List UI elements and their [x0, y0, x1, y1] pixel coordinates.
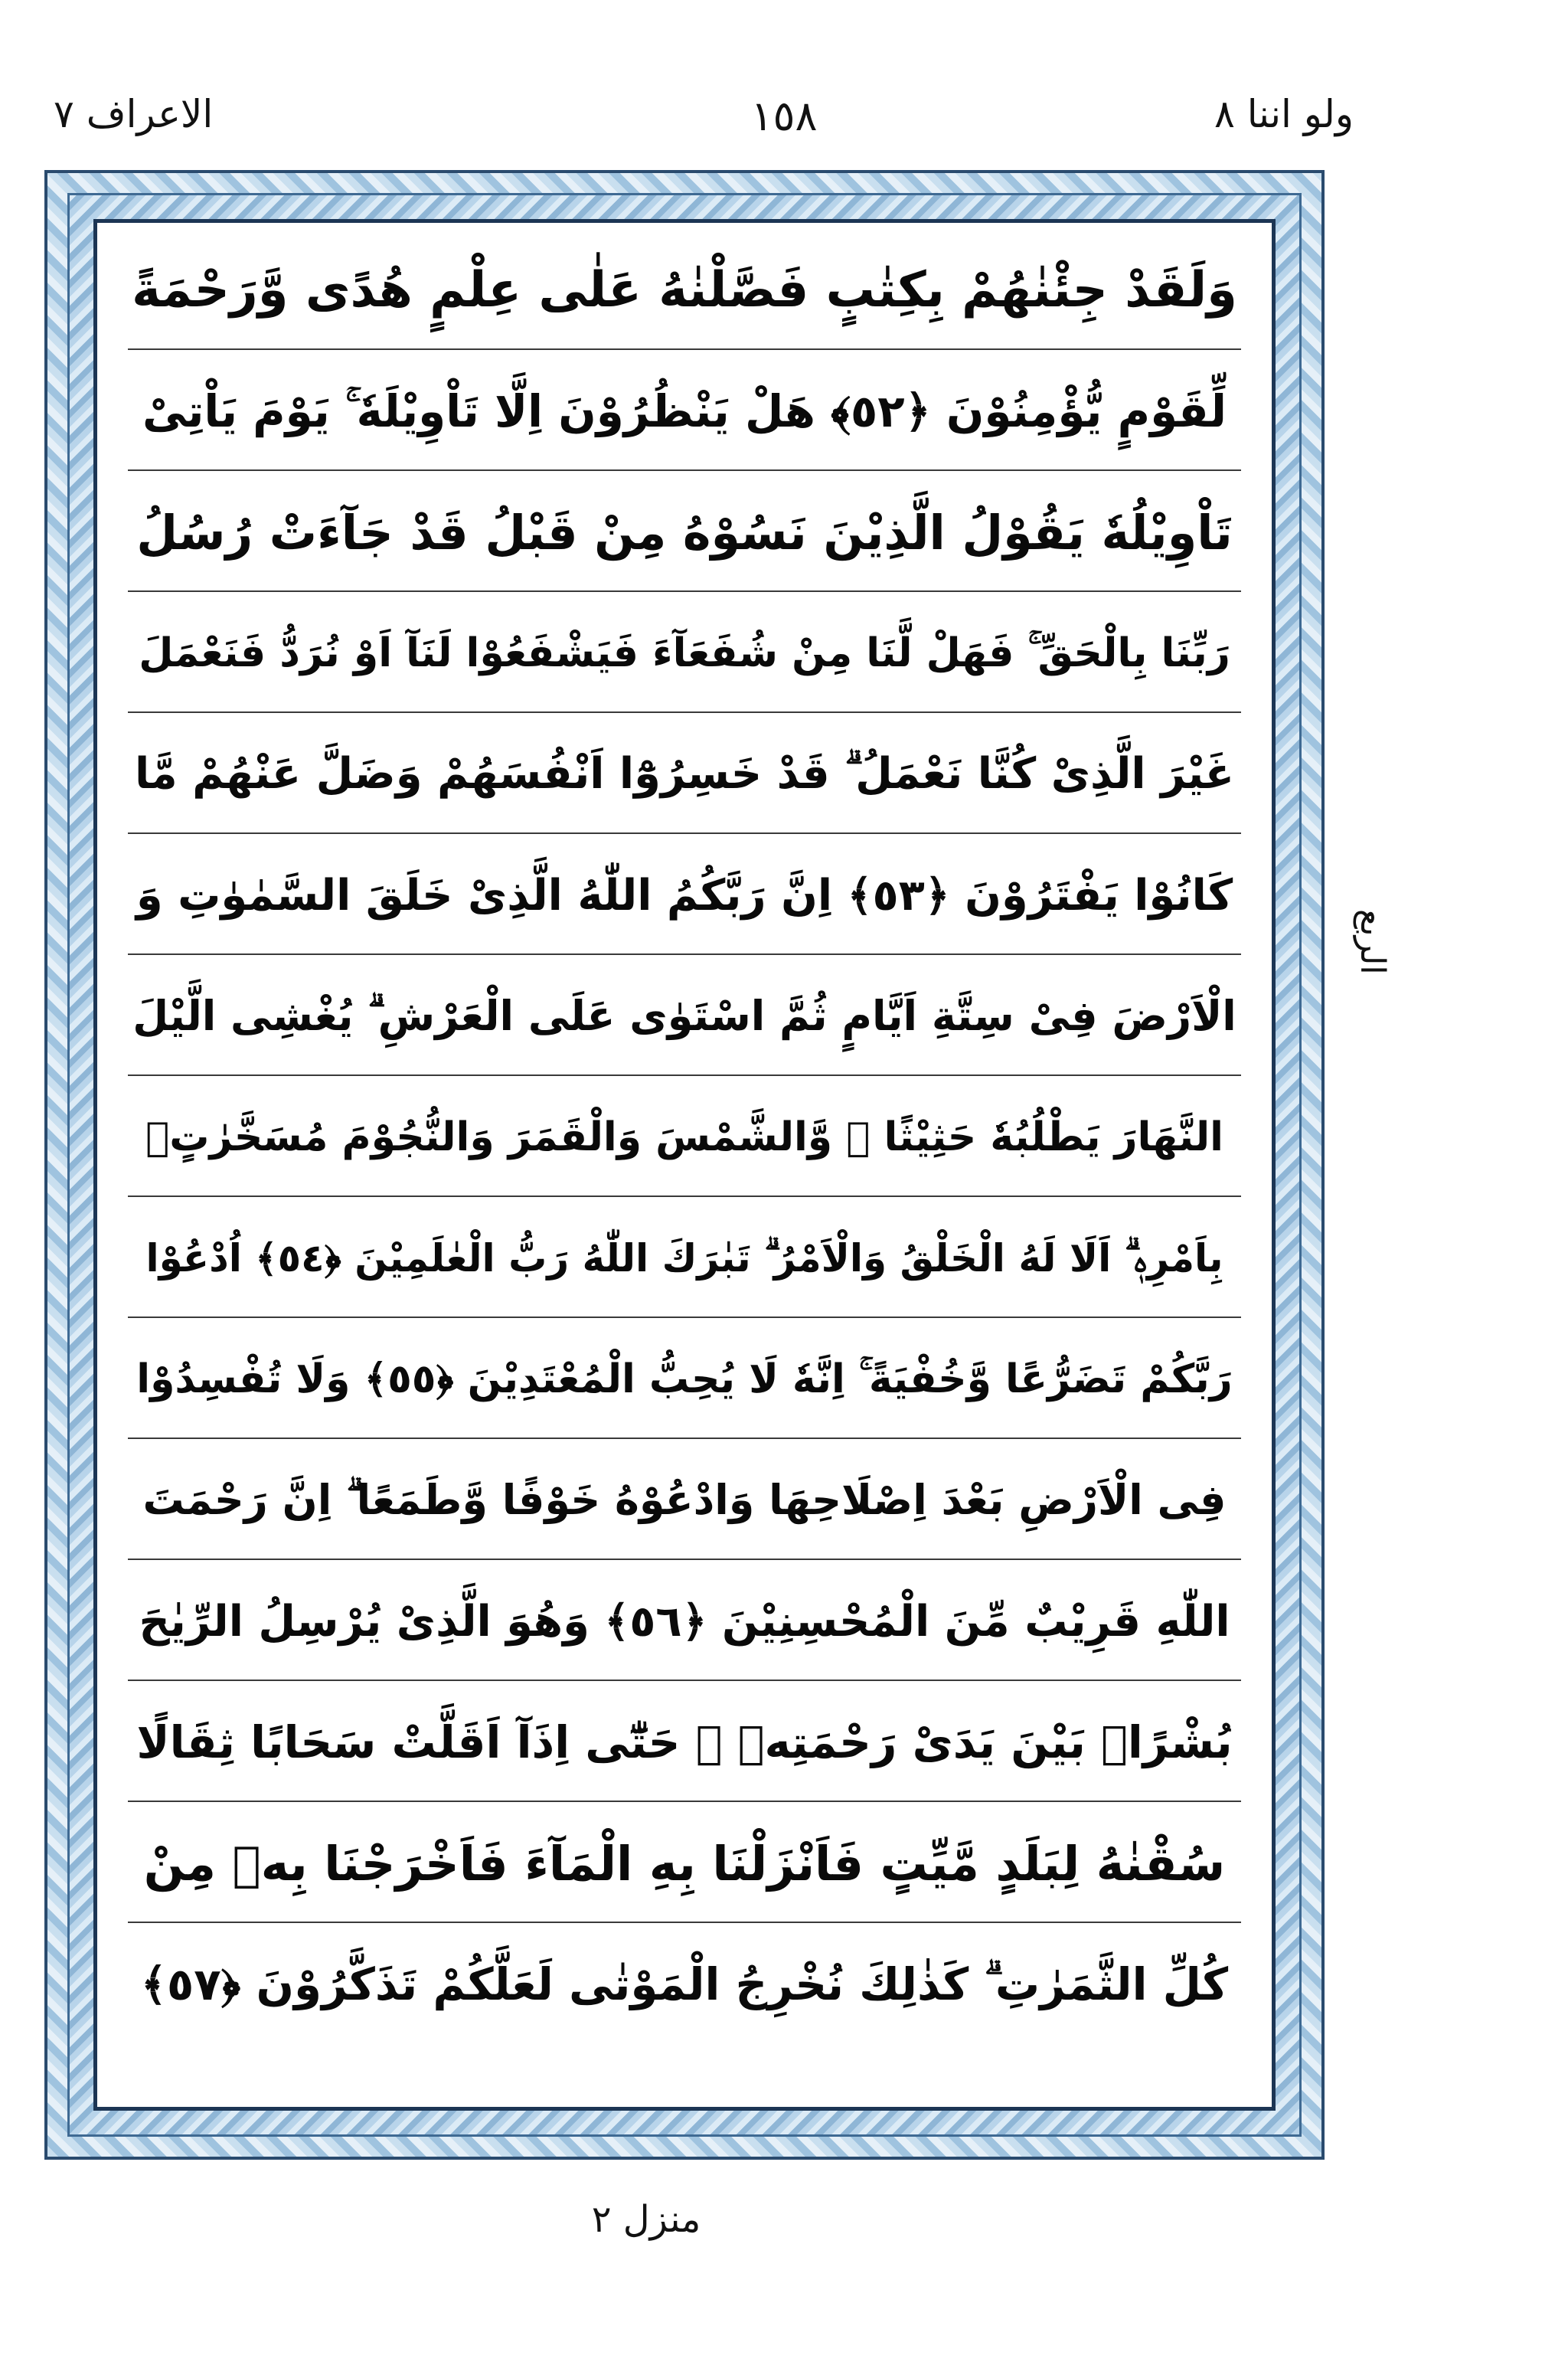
page-number: ١٥٨	[750, 92, 818, 140]
text-panel	[93, 219, 1276, 2111]
surah-name: الاعراف ٧	[54, 92, 214, 136]
page-header	[0, 77, 1568, 168]
ruku-marker: الربع	[1353, 909, 1392, 975]
manzil-footer: منزل ٢	[591, 2198, 701, 2241]
verse-line: رَبِّنَا بِالْحَقِّ ۚ فَهَلْ لَّنَا مِنْ شُفَعَآءَ فَيَشْفَعُوْا لَنَآ اَوْ نُرَدُّ فَنَعْمَلَ	[128, 595, 1241, 713]
verse-line: النَّهَارَ يَطْلُبُهٗ حَثِيْثًا ۙ وَّالشَّمْسَ وَالْقَمَرَ وَالنُّجُوْمَ مُسَخَّرٰتٍۭ	[128, 1079, 1241, 1197]
verse-line: رَبَّكُمْ تَضَرُّعًا وَّخُفْيَةً ۚ اِنَّهٗ لَا يُحِبُّ الْمُعْتَدِيْنَ ﴿٥٥﴾ وَلَا تُفْسِدُوْا	[128, 1321, 1241, 1439]
verse-line: فِى الْاَرْضِ بَعْدَ اِصْلَاحِهَا وَادْعُوْهُ خَوْفًا وَّطَمَعًا ۗ اِنَّ رَحْمَتَ	[128, 1442, 1241, 1560]
verse-line: سُقْنٰهُ لِبَلَدٍ مَّيِّتٍ فَاَنْزَلْنَا بِهِ الْمَآءَ فَاَخْرَجْنَا بِهٖ مِنْ	[128, 1805, 1241, 1923]
verse-block	[128, 232, 1241, 2098]
juz-name: ولو اننا ٨	[1214, 92, 1354, 136]
verse-line: وَلَقَدْ جِئْنٰهُمْ بِكِتٰبٍ فَصَّلْنٰهُ عَلٰى عِلْمٍ هُدًى وَّرَحْمَةً	[128, 232, 1241, 350]
verse-line: غَيْرَ الَّذِىْ كُنَّا نَعْمَلُ ۗ قَدْ خَسِرُوْٓا اَنْفُسَهُمْ وَضَلَّ عَنْهُمْ مَّا	[128, 716, 1241, 834]
verse-line: الْاَرْضَ فِىْ سِتَّةِ اَيَّامٍ ثُمَّ اسْتَوٰى عَلَى الْعَرْشِ ۗ يُغْشِى الَّيْلَ	[128, 958, 1241, 1076]
decorative-border	[44, 170, 1325, 2160]
verse-line: كُلِّ الثَّمَرٰتِ ۗ كَذٰلِكَ نُخْرِجُ الْمَوْتٰى لَعَلَّكُمْ تَذَكَّرُوْنَ ﴿٥٧﴾	[140, 1958, 1229, 2010]
verse-line: تَاْوِيْلُهٗ يَقُوْلُ الَّذِيْنَ نَسُوْهُ مِنْ قَبْلُ قَدْ جَآءَتْ رُسُلُ	[128, 474, 1241, 592]
verse-line: كَانُوْا يَفْتَرُوْنَ ﴿٥٣﴾ اِنَّ رَبَّكُمُ اللّٰهُ الَّذِىْ خَلَقَ السَّمٰوٰتِ وَ	[128, 837, 1241, 955]
verse-line: بِاَمْرِهٖ ۗ اَلَا لَهُ الْخَلْقُ وَالْاَمْرُ ۗ تَبٰرَكَ اللّٰهُ رَبُّ الْعٰلَمِيْنَ ﴿٥٤﴾ اُدْعُوْا	[128, 1200, 1241, 1318]
verse-line: اللّٰهِ قَرِيْبٌ مِّنَ الْمُحْسِنِيْنَ ﴿٥٦﴾ وَهُوَ الَّذِىْ يُرْسِلُ الرِّيٰحَ	[128, 1563, 1241, 1681]
verse-line: بُشْرًاۢ بَيْنَ يَدَىْ رَحْمَتِهٖ ۗ حَتّٰٓى اِذَآ اَقَلَّتْ سَحَابًا ثِقَالًا	[128, 1684, 1241, 1802]
verse-line: لِّقَوْمٍ يُّؤْمِنُوْنَ ﴿٥٢﴾ هَلْ يَنْظُرُوْنَ اِلَّا تَاْوِيْلَهٗ ۚ يَوْمَ يَاْتِىْ	[128, 353, 1241, 471]
